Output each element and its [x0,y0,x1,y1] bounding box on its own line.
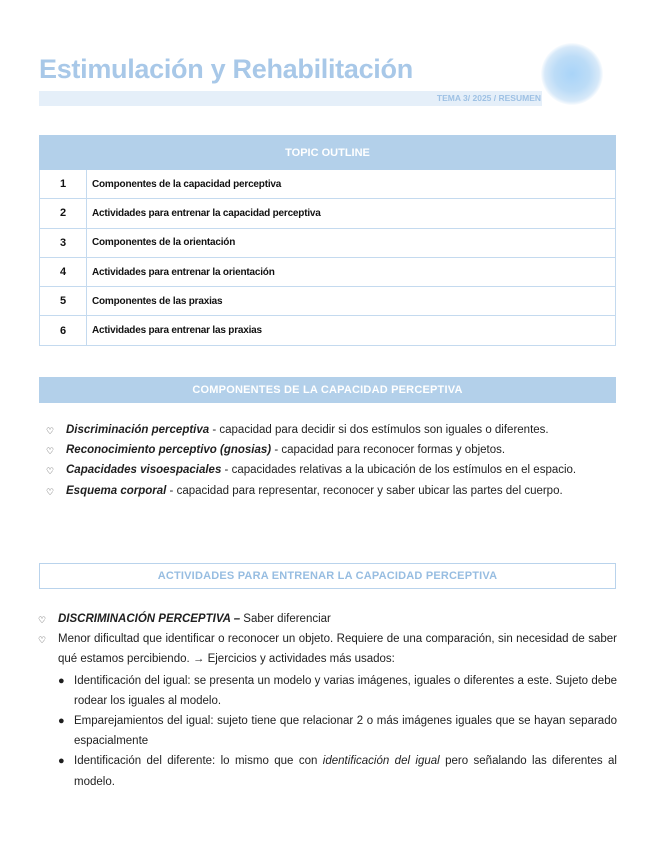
table-row [40,170,616,199]
list-item [40,460,617,480]
list-item [40,440,617,460]
sublist-item [58,711,617,751]
decorative-orb [541,43,603,105]
heart-icon: ♡ [46,466,55,477]
row-topic: Componentes de la capacidad perceptiva [87,170,616,199]
item-description: - capacidad para representar, reconocer y saber ubicar las partes del cuerpo. [166,484,563,497]
item-description: Saber diferenciar [240,613,331,625]
row-topic: Actividades para entrenar las praxias [87,316,616,345]
topic-outline-heading: TOPIC OUTLINE [40,136,616,170]
row-topic: Componentes de la orientación [87,228,616,257]
sublist-text: pero señalando las diferentes al modelo. [74,755,617,788]
topic-outline-table [39,135,616,346]
table-row [40,199,616,228]
row-number: 4 [40,257,87,286]
list-item [40,481,617,501]
heart-icon: ♡ [38,635,47,646]
bullet-dot-icon: ● [58,715,65,728]
components-list [40,420,617,501]
item-term: Capacidades visoespaciales [66,464,222,477]
row-topic: Componentes de las praxias [87,287,616,316]
list-item [40,420,617,440]
item-description: Menor dificultad que identificar o reconocer un objeto. Requiere de una comparación, sin necesidad de saber qué estamos percibiendo. → Ejercicios y actividades más usados: [58,633,617,666]
item-term: DISCRIMINACIÓN PERCEPTIVA – [58,613,241,625]
heart-icon: ♡ [46,426,55,436]
sublist-text: Identificación del diferente: lo mismo que con [74,755,323,768]
heart-icon: ♡ [46,446,55,457]
table-row [40,316,616,345]
row-topic: Actividades para entrenar la orientación [87,257,616,286]
item-description: - capacidad para decidir si dos estímulos son iguales o diferentes. [209,424,549,436]
row-number: 6 [40,316,87,345]
list-item [30,609,617,629]
list-item [30,629,617,792]
row-number: 1 [40,170,87,199]
row-number: 5 [40,287,87,316]
bullet-dot-icon: ● [58,755,65,768]
sublist-item [58,671,617,711]
item-term: Esquema corporal [66,484,167,497]
heart-icon: ♡ [46,486,55,497]
item-term: Reconocimiento perceptivo (gnosias) [66,444,272,457]
page-title: Estimulación y Rehabilitación [39,54,413,84]
table-row [40,287,616,316]
item-description: - capacidades relativas a la ubicación de los estímulos en el espacio. [221,464,577,477]
sublist-emphasis: identificación del igual [322,755,440,768]
row-number: 2 [40,199,87,228]
section-heading-activities: ACTIVIDADES PARA ENTRENAR LA CAPACIDAD PERCEPTIVA [39,563,616,589]
sublist-text: Emparejamientos del igual: sujeto tiene que relacionar 2 o más imágenes iguales que se hayan separado espacialmente [74,715,617,748]
exercise-sublist [58,671,617,792]
sublist-item [58,751,617,791]
page-subtitle: TEMA 3/ 2025 / RESUMEN [436,93,541,103]
row-number: 3 [40,228,87,257]
activities-list [30,609,617,792]
row-topic: Actividades para entrenar la capacidad perceptiva [87,199,616,228]
sublist-text: Identificación del igual: se presenta un modelo y varias imágenes, iguales o diferentes a este. Sujeto debe rodear los iguales al modelo. [74,674,617,707]
item-description: - capacidad para reconocer formas y objetos. [271,444,506,457]
heart-icon: ♡ [38,615,47,625]
section-heading-components: COMPONENTES DE LA CAPACIDAD PERCEPTIVA [39,377,616,403]
table-row [40,228,616,257]
bullet-dot-icon: ● [58,674,65,687]
item-term: Discriminación perceptiva [66,424,210,436]
table-row [40,257,616,286]
